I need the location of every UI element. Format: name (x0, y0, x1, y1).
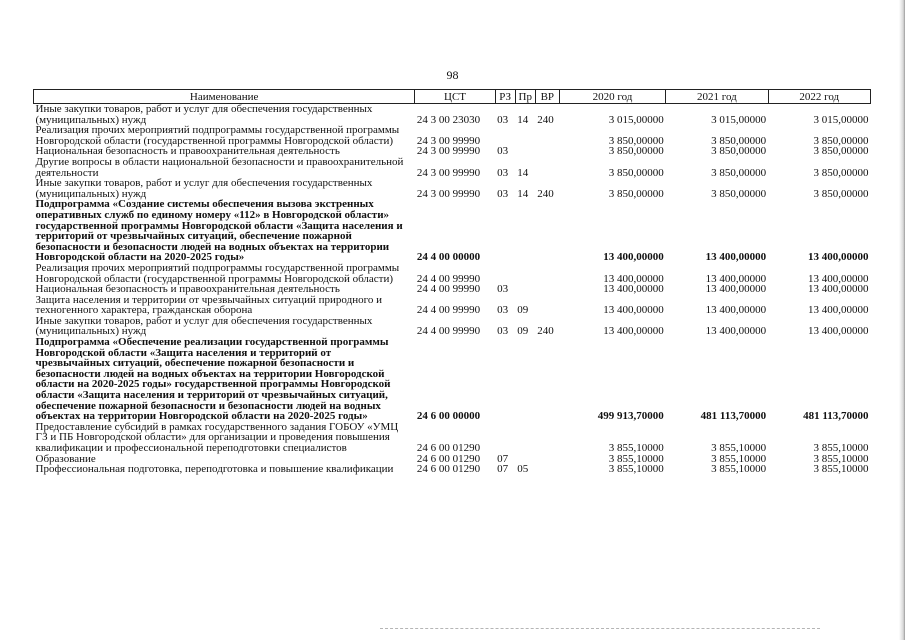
row-amount-2021: 3 850,00000 (711, 145, 767, 158)
row-name: Подпрограмма «Обеспечение реализации государственной программы Новгородской области «Защита населения и территорий от чрезвычайных ситуаций, обеспечение пожарной безопасности и безопасности людей на водных объектах на территории Новгородской области на 2020-2025 годы» государственной программы Новгородской области «Защита населения и территорий от чрезвычайных ситуаций, обеспечение пожарной безопасности и безопасности людей на водных объектах на территории Новгородской области на 2020-2025 годы» (35, 336, 391, 423)
row-name: Иные закупки товаров, работ и услуг для обеспечения государственных (муниципальных) нужд (35, 103, 373, 126)
row-amount-2022: 3 855,10000 (813, 463, 869, 476)
row-vr (535, 199, 559, 263)
row-rz (495, 199, 515, 263)
header-2021: 2021 год (666, 90, 768, 104)
table-row (34, 295, 871, 316)
row-pr (515, 146, 535, 157)
row-amount-2020: 3 850,00000 (608, 187, 664, 200)
row-name: Профессиональная подготовка, переподготовка и повышение квалификации (35, 463, 394, 476)
row-amount-2020: 3 850,00000 (608, 166, 664, 179)
row-vr: 240 (537, 187, 554, 200)
row-vr (535, 337, 559, 422)
row-amount-2021: 13 400,00000 (705, 251, 767, 264)
row-amount-2022: 3 850,00000 (813, 134, 869, 147)
row-name: Подпрограмма «Создание системы обеспечения вызова экстренных оперативных служб по единому номеру «112» в Новгородской области» государственной программы Новгородской области «Защита населения и территорий от чрезвычайных ситуаций, обеспечение пожарной безопасности и безопасности людей на водных объектах на территории Новгородской области на 2020-2025 годы» (35, 198, 403, 264)
row-cst: 24 6 00 01290 (416, 442, 481, 454)
row-cst: 24 4 00 00000 (416, 251, 481, 264)
row-amount-2022: 3 850,00000 (813, 166, 869, 179)
row-cst: 24 3 00 99990 (416, 166, 481, 179)
row-amount-2020: 13 400,00000 (603, 304, 664, 317)
row-amount-2022: 3 850,00000 (813, 145, 869, 158)
budget-table (33, 89, 871, 475)
header-2022: 2022 год (768, 90, 870, 104)
row-name: Национальная безопасность и правоохранительная деятельность (35, 145, 340, 158)
table-row (34, 157, 871, 178)
row-name: Защита населения и территории от чрезвычайных ситуаций природного и техногенного характера, гражданская оборона (35, 293, 382, 317)
row-amount-2022: 13 400,00000 (808, 272, 869, 285)
row-vr (535, 284, 559, 295)
row-vr (535, 146, 559, 157)
row-pr: 09 (517, 304, 529, 317)
row-cst: 24 4 00 99990 (416, 304, 481, 317)
row-vr: 240 (537, 113, 554, 126)
row-pr (515, 263, 535, 284)
table-row (34, 464, 871, 475)
row-vr (535, 125, 559, 146)
row-rz (495, 125, 515, 146)
row-amount-2021: 3 850,00000 (711, 166, 767, 179)
row-vr (535, 454, 559, 465)
table-header-row (34, 90, 871, 104)
row-cst: 24 4 00 99990 (416, 283, 481, 296)
row-vr (535, 464, 559, 475)
row-amount-2021: 3 855,10000 (711, 463, 767, 476)
row-rz: 03 (497, 187, 509, 200)
row-pr (515, 422, 535, 454)
row-name: Реализация прочих мероприятий подпрограммы государственной программы Новгородской области (государственной программы Новгородской области) (35, 124, 400, 147)
row-amount-2021: 3 850,00000 (711, 134, 767, 147)
row-amount-2021: 481 113,70000 (700, 410, 767, 423)
scan-bottom-artifact (380, 628, 820, 630)
table-row (34, 178, 871, 199)
row-amount-2021: 3 015,00000 (711, 113, 767, 126)
row-cst: 24 4 00 99990 (416, 325, 481, 338)
header-name: Наименование (34, 90, 415, 104)
row-cst: 24 6 00 00000 (416, 410, 481, 423)
row-pr (515, 125, 535, 146)
table-row (34, 104, 871, 126)
row-amount-2021: 3 855,10000 (711, 442, 767, 454)
row-name: Иные закупки товаров, работ и услуг для обеспечения государственных (муниципальных) нужд (35, 177, 373, 200)
row-pr: 14 (517, 166, 529, 179)
row-pr (515, 199, 535, 263)
row-rz: 03 (497, 304, 509, 317)
row-amount-2022: 3 855,10000 (813, 452, 869, 465)
row-vr (535, 157, 559, 178)
row-name: Реализация прочих мероприятий подпрограммы государственной программы Новгородской области (государственной программы Новгородской области) (35, 261, 400, 285)
row-amount-2022: 13 400,00000 (808, 251, 869, 264)
row-amount-2022: 13 400,00000 (808, 304, 869, 317)
header-2020: 2020 год (559, 90, 665, 104)
header-pr: Пр (515, 90, 535, 104)
row-rz: 03 (497, 283, 509, 296)
row-rz (495, 337, 515, 422)
row-vr (535, 295, 559, 316)
row-amount-2022: 13 400,00000 (808, 325, 869, 338)
row-pr: 09 (517, 325, 529, 338)
row-pr (515, 284, 535, 295)
row-cst: 24 6 00 01290 (416, 463, 481, 476)
row-amount-2020: 3 855,10000 (608, 463, 664, 476)
row-amount-2021: 3 850,00000 (711, 187, 767, 200)
row-vr (535, 263, 559, 284)
row-cst: 24 3 00 99990 (416, 134, 481, 147)
page-number: 98 (446, 68, 459, 82)
row-name: Национальная безопасность и правоохранительная деятельность (35, 283, 340, 296)
row-amount-2020: 3 855,10000 (608, 452, 664, 465)
header-vr: ВР (535, 90, 559, 104)
row-amount-2020: 13 400,00000 (603, 283, 664, 296)
row-cst: 24 3 00 99990 (416, 145, 481, 158)
row-amount-2020: 3 015,00000 (608, 113, 664, 126)
row-amount-2021: 13 400,00000 (705, 283, 767, 296)
row-amount-2022: 481 113,70000 (803, 410, 869, 423)
row-amount-2022: 3 015,00000 (813, 113, 869, 126)
row-amount-2021: 13 400,00000 (705, 325, 767, 338)
row-pr (515, 337, 535, 422)
row-name: Иные закупки товаров, работ и услуг для обеспечения государственных (муниципальных) нужд (35, 314, 373, 338)
row-vr: 240 (537, 325, 554, 338)
row-rz: 07 (497, 463, 509, 476)
row-cst: 24 3 00 99990 (416, 187, 481, 200)
row-rz (495, 263, 515, 284)
header-rz: РЗ (495, 90, 515, 104)
row-cst: 24 6 00 01290 (416, 452, 481, 465)
row-amount-2020: 499 913,70000 (597, 410, 664, 423)
row-rz (495, 422, 515, 454)
row-amount-2020: 3 855,10000 (608, 442, 664, 454)
table-row (34, 422, 871, 454)
row-amount-2020: 13 400,00000 (603, 272, 664, 285)
row-name: Образование (35, 452, 96, 465)
row-pr: 14 (517, 113, 529, 126)
row-name: Предоставление субсидий в рамках государственного задания ГОБОУ «УМЦ ГЗ и ПБ Новгородской области» для организации и проведения повышения квалификации и профессиональной переподготовки специалистов (35, 420, 399, 454)
row-rz: 03 (497, 166, 509, 179)
table-row (34, 316, 871, 337)
row-rz: 03 (497, 145, 509, 158)
table-row (34, 337, 871, 422)
row-rz: 07 (497, 452, 509, 465)
row-amount-2020: 13 400,00000 (603, 325, 664, 338)
row-amount-2021: 13 400,00000 (705, 304, 767, 317)
row-amount-2022: 13 400,00000 (808, 283, 869, 296)
row-amount-2021: 3 855,10000 (711, 452, 767, 465)
row-amount-2021: 13 400,00000 (705, 272, 767, 285)
row-amount-2020: 3 850,00000 (608, 145, 664, 158)
row-amount-2022: 3 855,10000 (813, 442, 869, 454)
row-rz: 03 (497, 113, 509, 126)
table-row (34, 125, 871, 146)
row-pr: 14 (517, 187, 529, 200)
row-amount-2020: 13 400,00000 (603, 251, 664, 264)
row-cst: 24 4 00 99990 (416, 272, 481, 285)
row-amount-2020: 3 850,00000 (608, 134, 664, 147)
header-cst: ЦСТ (415, 90, 495, 104)
scan-edge-shadow (899, 0, 905, 640)
row-name: Другие вопросы в области национальной безопасности и правоохранительной деятельности (35, 155, 404, 179)
table-row (34, 199, 871, 263)
row-rz: 03 (497, 325, 509, 338)
table-row (34, 263, 871, 284)
row-amount-2022: 3 850,00000 (813, 187, 869, 200)
row-vr (535, 422, 559, 454)
row-cst: 24 3 00 23030 (416, 113, 481, 126)
row-pr: 05 (517, 463, 529, 476)
